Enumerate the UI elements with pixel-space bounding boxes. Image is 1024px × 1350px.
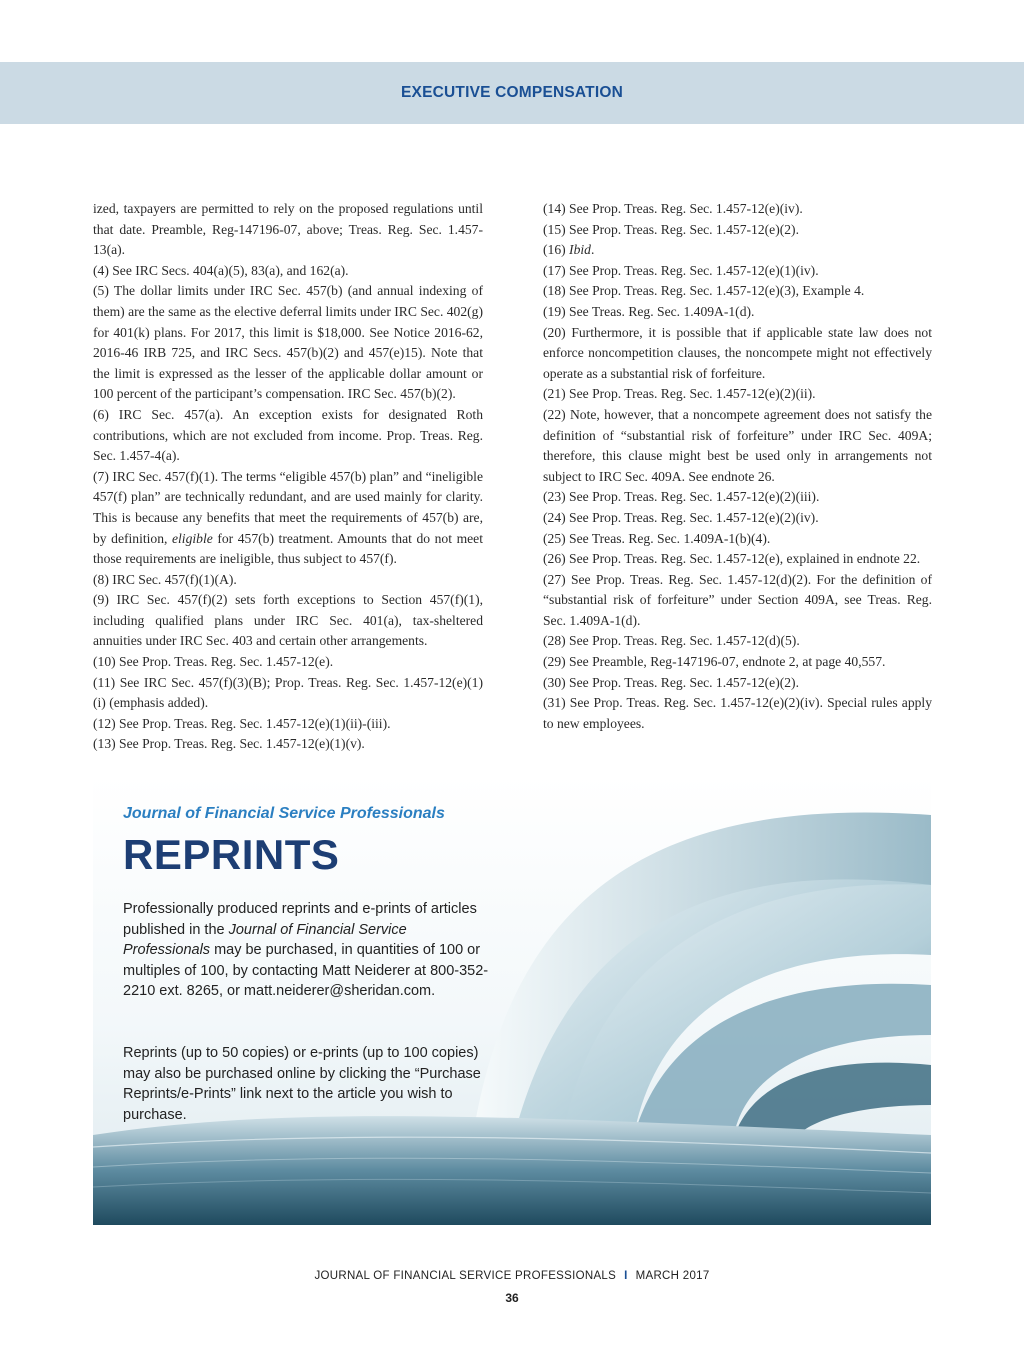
endnote: (7) IRC Sec. 457(f)(1). The terms “eligible 457(b) plan” and “ineligible 457(f) plan” are technically redundant, and are used mainly for clarity. This is because any benefits that meet the requirements of 457(b) are, by definition, eligible for 457(b) treatment. Amounts that do not meet those requirements are ineligible, thus subject to 457(f). — [93, 468, 483, 567]
endnote: (25) See Treas. Reg. Sec. 1.409A-1(b)(4). — [543, 530, 771, 546]
endnote: (30) See Prop. Treas. Reg. Sec. 1.457-12(e)(2). — [543, 674, 799, 690]
endnote: (10) See Prop. Treas. Reg. Sec. 1.457-12(e). — [93, 654, 334, 670]
endnote: (16) Ibid. — [543, 242, 595, 258]
endnotes-left-column — [93, 199, 483, 755]
footer-separator: I — [624, 1270, 628, 1282]
footer — [0, 1270, 1024, 1282]
endnote: (19) See Treas. Reg. Sec. 1.409A-1(d). — [543, 303, 755, 319]
endnote: (27) See Prop. Treas. Reg. Sec. 1.457-12(d)(2). For the definition of “substantial risk of forfeiture” under Section 409A, see Treas. Reg. Sec. 1.409A-1(d). — [543, 571, 932, 628]
endnote: (5) The dollar limits under IRC Sec. 457(b) (and annual indexing of them) are the same as the elective deferral limits under IRC Sec. 402(g) for 401(k) plans. For 2017, this limit is $18,000. See Notice 2016-62, 2016-46 IRB 725, and IRC Secs. 457(b)(2) and 457(e)15). Note that the limit is expressed as the lesser of the applicable dollar amount or 100 percent of the participant’s compensation. IRC Sec. 457(b)(2). — [93, 283, 483, 402]
endnote: (26) See Prop. Treas. Reg. Sec. 1.457-12(e), explained in endnote 22. — [543, 551, 921, 567]
endnote: (23) See Prop. Treas. Reg. Sec. 1.457-12(e)(2)(iii). — [543, 489, 820, 505]
endnote: (4) See IRC Secs. 404(a)(5), 83(a), and 162(a). — [93, 262, 349, 278]
endnote: (11) See IRC Sec. 457(f)(3)(B); Prop. Treas. Reg. Sec. 1.457-12(e)(1)(i) (emphasis added). — [93, 674, 483, 711]
reprints-paragraph-2: Reprints (up to 50 copies) or e-prints (up to 100 copies) may also be purchased online by clicking the “Purchase Reprints/e-Prints” link next to the article you wish to purchase. — [123, 1045, 481, 1123]
endnote: (15) See Prop. Treas. Reg. Sec. 1.457-12(e)(2). — [543, 221, 799, 237]
endnote: (17) See Prop. Treas. Reg. Sec. 1.457-12(e)(1)(iv). — [543, 262, 819, 278]
footer-journal: JOURNAL OF FINANCIAL SERVICE PROFESSIONALS — [314, 1270, 617, 1282]
endnote: (14) See Prop. Treas. Reg. Sec. 1.457-12(e)(iv). — [543, 201, 803, 216]
reprints-advertisement — [93, 775, 931, 1225]
endnote: ized, taxpayers are permitted to rely on the proposed regulations until that date. Preamble, Reg-147196-07, above; Treas. Reg. Sec. 1.457-13(a). — [93, 201, 483, 258]
endnote: (21) See Prop. Treas. Reg. Sec. 1.457-12(e)(2)(ii). — [543, 386, 816, 402]
endnote: (9) IRC Sec. 457(f)(2) sets forth exceptions to Section 457(f)(1), including qualified plans under IRC Sec. 401(a), tax-sheltered annuities under IRC Sec. 403 and certain other arrangements. — [93, 592, 483, 649]
page-number: 36 — [505, 1291, 519, 1305]
endnote: (29) See Preamble, Reg-147196-07, endnote 2, at page 40,557. — [543, 654, 886, 670]
endnote: (6) IRC Sec. 457(a). An exception exists for designated Roth contributions, which are not excluded from income. Prop. Treas. Reg. Sec. 1.457-4(a). — [93, 406, 483, 464]
endnote: (12) See Prop. Treas. Reg. Sec. 1.457-12(e)(1)(ii)-(iii). — [93, 715, 391, 731]
endnote: (31) See Prop. Treas. Reg. Sec. 1.457-12(e)(2)(iv). Special rules apply to new employees. — [543, 695, 932, 731]
section-title: EXECUTIVE COMPENSATION — [401, 84, 623, 101]
endnote: (22) Note, however, that a noncompete agreement does not satisfy the definition of “substantial risk of forfeiture” under IRC Sec. 409A; therefore, this clause might best be used only in arrangements not subject to IRC Sec. 409A. See endnote 26. — [543, 406, 932, 484]
journal-name: Journal of Financial Service Professionals — [123, 805, 445, 822]
endnote: (18) See Prop. Treas. Reg. Sec. 1.457-12(e)(3), Example 4. — [543, 283, 865, 299]
footer-date: MARCH 2017 — [635, 1270, 710, 1282]
endnote: (8) IRC Sec. 457(f)(1)(A). — [93, 571, 237, 587]
endnote: (20) Furthermore, it is possible that if applicable state law does not enforce noncompetition clauses, the noncompete might not effectively operate as a substantial risk of forfeiture. — [543, 324, 932, 381]
endnote: (24) See Prop. Treas. Reg. Sec. 1.457-12(e)(2)(iv). — [543, 509, 819, 525]
endnote: (13) See Prop. Treas. Reg. Sec. 1.457-12(e)(1)(v). — [93, 736, 365, 752]
endnote: (28) See Prop. Treas. Reg. Sec. 1.457-12(d)(5). — [543, 633, 800, 649]
reprints-heading: REPRINTS — [123, 831, 340, 878]
endnotes-right-column — [543, 199, 932, 734]
header-band — [0, 62, 1024, 124]
reprints-paragraph-1: Professionally produced reprints and e-prints of articles published in the Journal of Financial Service Professionals may be purchased, in quantities of 100 or multiples of 100, by contacting Matt Neiderer at 800-352-2210 ext. 8265, or matt.neiderer@sheridan.com. — [123, 901, 489, 999]
